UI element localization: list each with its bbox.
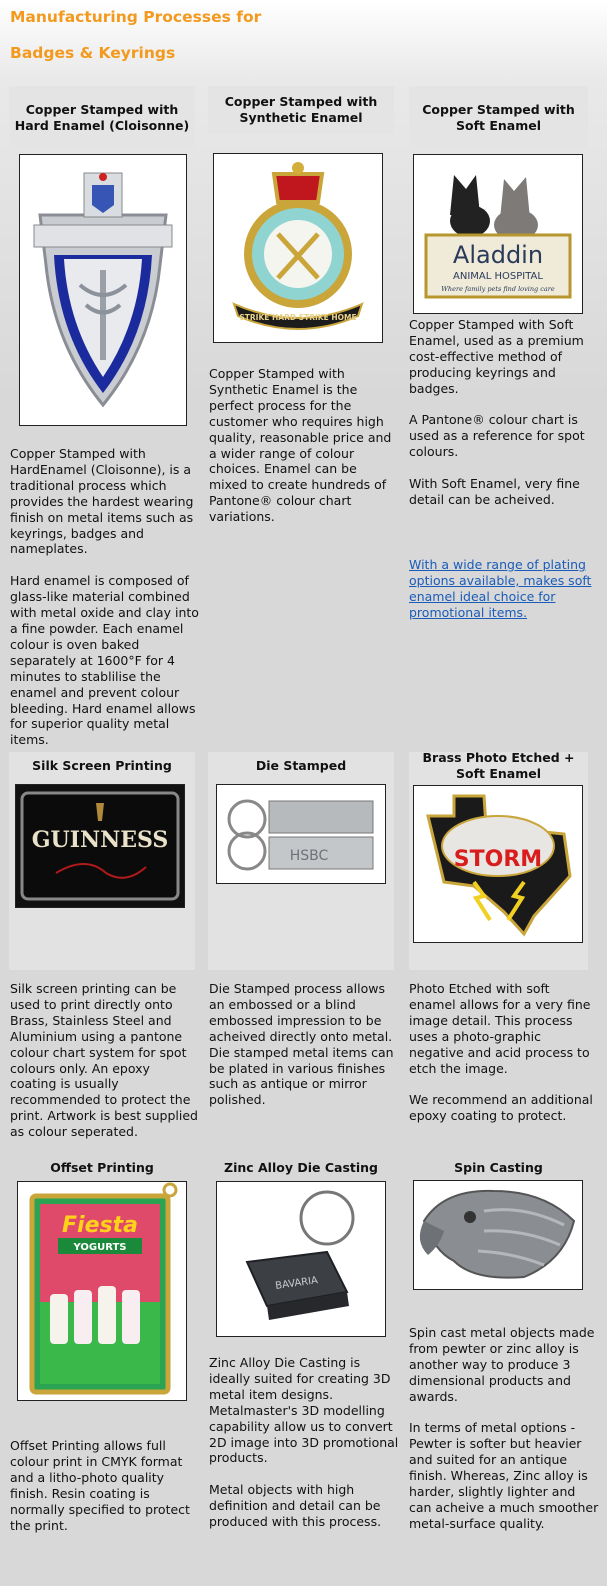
description-hard-enamel: Copper Stamped with HardEnamel (Cloisonne), is a traditional process which provides the hardest wearing finish on metal items such as keyrings, badges and nameplates. Hard enamel is composed of glass-like material combined with metal oxide and clay into a fine powder. Each enamel colour is oven baked separately at 1600°F for 4 minutes to stablilise the enamel and prevent colour bleeding. Hard enamel allows for superior quality metal items. xyxy=(10,446,199,748)
hsbc-keyring-icon xyxy=(217,785,385,883)
page-title-line-2: Badges & Keyrings xyxy=(10,44,176,62)
heading-photo-etched: Brass Photo Etched + Soft Enamel xyxy=(422,750,575,781)
image-offset-printing-keyring xyxy=(17,1181,187,1401)
soft-enamel-link-wrap xyxy=(409,541,599,621)
aladdin-badge-icon xyxy=(414,155,582,313)
crown-badge-icon xyxy=(214,154,382,342)
badge-motto: STRIKE HARD STRIKE HOME xyxy=(239,313,357,322)
badge-sub: YOGURTS xyxy=(73,1242,127,1253)
description-die-stamped: Die Stamped process allows an embossed or a blind embossed impression to be acheived directly onto metal. Die stamped metal items can be plated in various finishes such as antique or mirror polished. xyxy=(209,981,394,1108)
heading-soft-enamel xyxy=(409,86,588,150)
heading-offset-printing: Offset Printing xyxy=(50,1160,154,1175)
badge-name: HSBC xyxy=(289,848,329,864)
heading-hard-enamel xyxy=(9,86,195,150)
description-zinc-alloy: Zinc Alloy Die Casting is ideally suited for creating 3D metal item designs. Metalmaster's 3D modelling capability allow us to convert 2D image into 3D promotional products. Metal objects with high definition and detail can be produced with this process. xyxy=(209,1355,399,1530)
image-die-stamped-keyring xyxy=(216,784,386,884)
eagle-head-icon xyxy=(414,1181,582,1289)
badge-sub: ANIMAL HOSPITAL xyxy=(453,271,543,282)
image-spin-casting-eagle xyxy=(413,1180,583,1290)
description-synthetic-enamel: Copper Stamped with Synthetic Enamel is the perfect process for the customer who requires high quality, reasonable price and a wider range of colour choices. Enamel can be mixed to create hundreds of Pantone® colour chart variations. xyxy=(209,366,392,525)
heading-spin-casting: Spin Casting xyxy=(454,1160,543,1175)
badge-name: GUINNESS xyxy=(31,827,169,853)
image-synthetic-enamel-badge xyxy=(213,153,383,343)
description-offset-printing: Offset Printing allows full colour print in CMYK format and a litho-photo quality finish. Resin coating is normally specified to protect the print. xyxy=(10,1438,190,1533)
badge-name: STORM xyxy=(453,847,543,872)
badge-tagline: Where family pets find loving care xyxy=(441,285,555,293)
image-soft-enamel-badge xyxy=(413,154,583,314)
badge-name: Aladdin xyxy=(452,241,544,269)
description-silk-screen: Silk screen printing can be used to print directly onto Brass, Stainless Steel and Aluminium using a pantone colour chart system for spot colours only. An epoxy coating is usually recommended to protect the print. Artwork is best supplied as colour seperated. xyxy=(10,981,198,1140)
storm-badge-icon xyxy=(414,786,582,942)
heading-hard-enamel-text: Copper Stamped with Hard Enamel (Cloisonne) xyxy=(14,102,190,133)
heading-synthetic-enamel xyxy=(208,86,394,134)
guinness-keyring-icon xyxy=(16,785,184,907)
shield-badge-icon xyxy=(20,155,186,425)
page-title-line-1: Manufacturing Processes for xyxy=(10,8,262,26)
fiesta-keyring-icon xyxy=(18,1182,186,1400)
heading-silk-screen: Silk Screen Printing xyxy=(32,758,172,773)
image-zinc-alloy-keyring xyxy=(216,1181,386,1337)
badge-name: BAVARIA xyxy=(274,1275,319,1292)
description-photo-etched: Photo Etched with soft enamel allows for a very fine image detail. This process uses a photo-graphic negative and acid process to etch the image. We recommend an additional epoxy coating to protect. xyxy=(409,981,593,1124)
plating-options-link[interactable]: With a wide range of plating options available, makes soft enamel ideal choice for promotional items. xyxy=(409,556,592,620)
heading-synthetic-enamel-text: Copper Stamped with Synthetic Enamel xyxy=(224,94,378,125)
heading-die-stamped: Die Stamped xyxy=(255,758,347,773)
description-soft-enamel: Copper Stamped with Soft Enamel, used as a premium cost-effective method of producing keyrings and badges. A Pantone® colour chart is used as a reference for spot colours. With Soft Enamel, very fine detail can be acheived. xyxy=(409,317,585,507)
description-spin-casting: Spin cast metal objects made from pewter or zinc alloy is another way to produce 3 dimensional products and awards. In terms of metal options - Pewter is softer but heavier and suited for an antique finish. Whereas, Zinc alloy is harder, slightly lighter and can acheive a much smoother metal-surface quality. xyxy=(409,1325,599,1531)
image-photo-etched-badge xyxy=(413,785,583,943)
zinc-keyring-icon xyxy=(217,1182,385,1336)
heading-soft-enamel-text: Copper Stamped with Soft Enamel xyxy=(422,102,575,133)
badge-name: Fiesta xyxy=(62,1213,138,1238)
image-hard-enamel-badge xyxy=(19,154,187,426)
heading-zinc-alloy: Zinc Alloy Die Casting xyxy=(224,1160,378,1175)
image-silk-screen-keyring xyxy=(15,784,185,908)
